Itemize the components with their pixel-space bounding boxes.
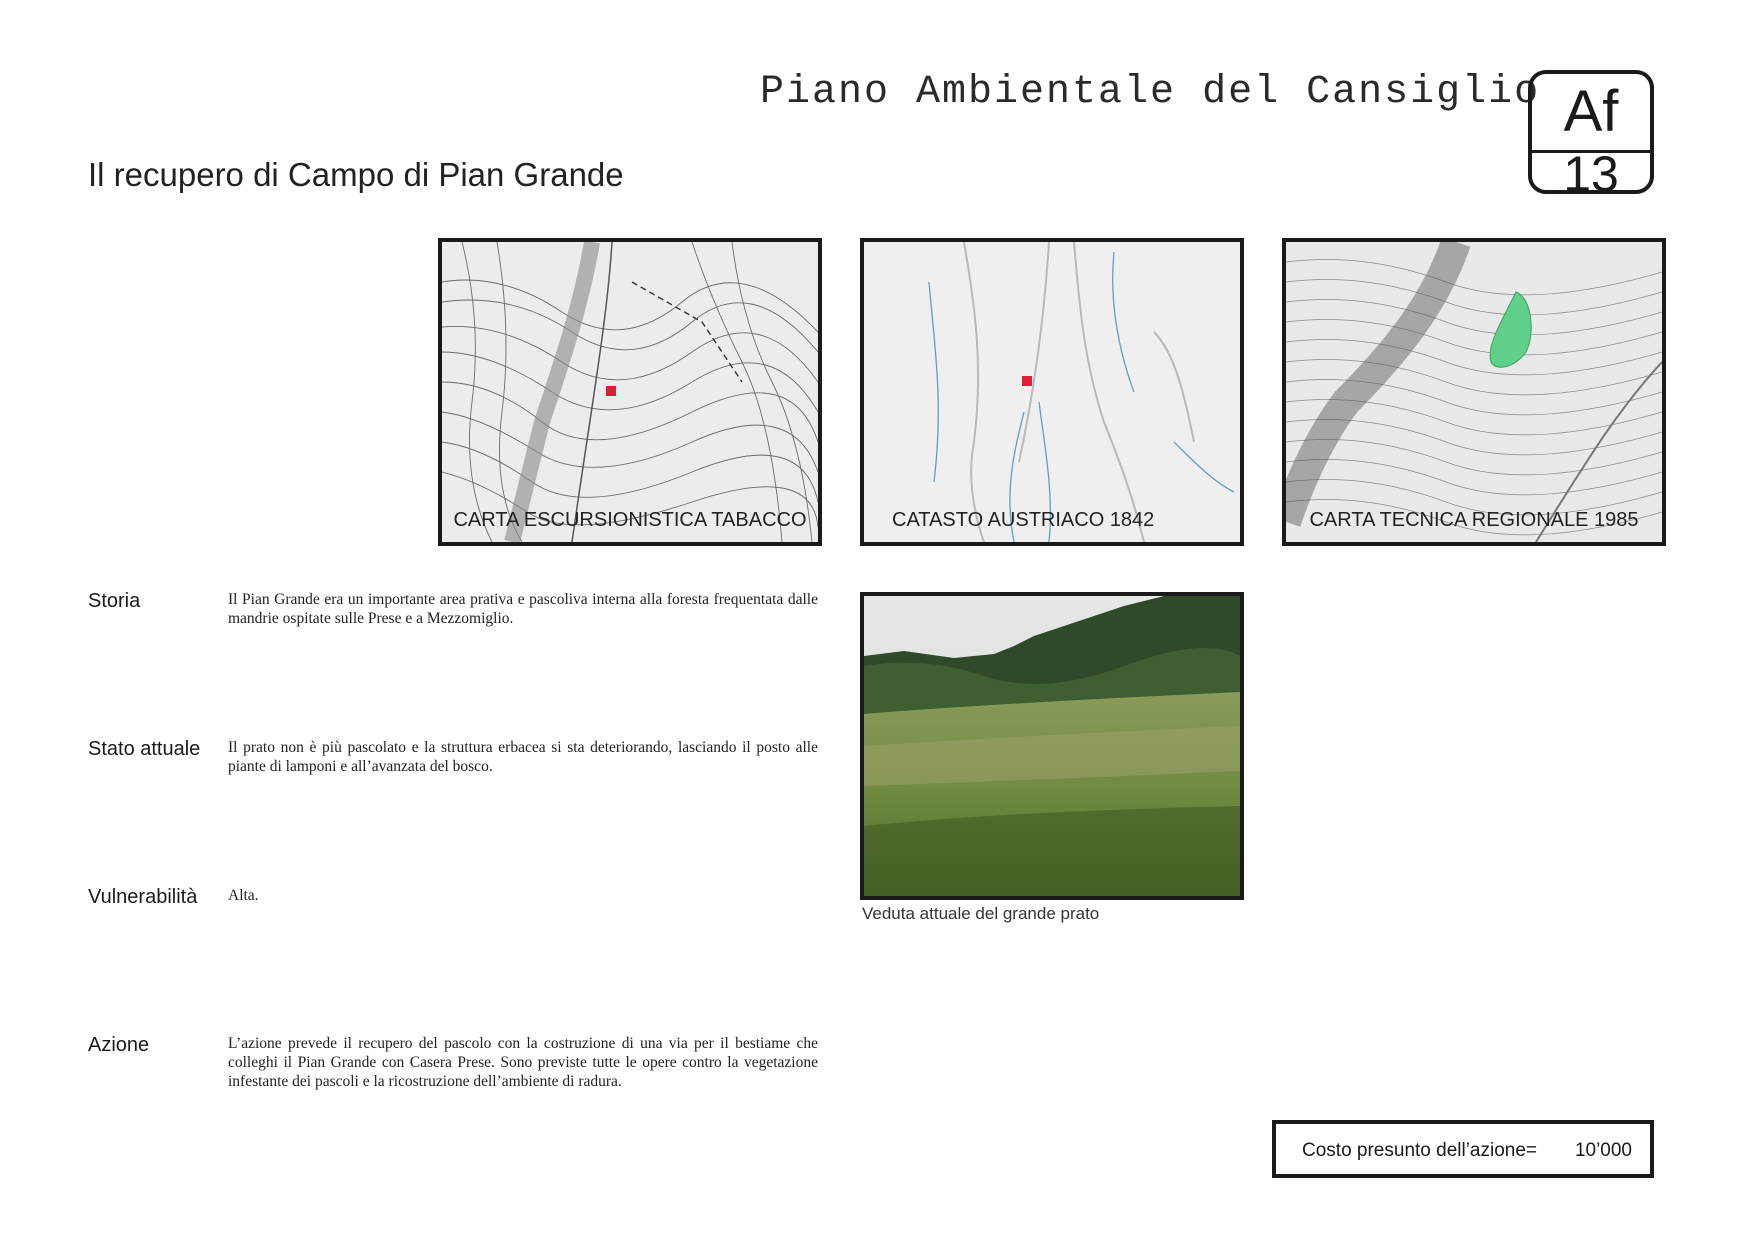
- sheet-code-badge: [1528, 70, 1654, 194]
- map-ctr: [1282, 238, 1666, 546]
- photo-caption: Veduta attuale del grande prato: [862, 904, 1100, 923]
- section-label-storia: Storia: [88, 590, 141, 612]
- meadow-photo: [860, 592, 1244, 900]
- document-title: Piano Ambientale del Cansiglio: [760, 70, 1541, 115]
- cost-value: 10’000: [1574, 1140, 1632, 1161]
- section-label-vulnerabilita: Vulnerabilità: [88, 886, 198, 908]
- section-text-storia: Il Pian Grande era un importante area prativa e pascoliva interna alla foresta frequentata dalle mandrie ospitate sulle Prese e a Mezzomiglio.: [228, 591, 818, 627]
- meadow-photo-image: [864, 596, 1240, 896]
- cost-box: [1272, 1120, 1654, 1178]
- map-catasto: [860, 238, 1244, 546]
- map-tabacco: [438, 238, 822, 546]
- section-text-vulnerabilita: Alta.: [228, 887, 259, 904]
- map-catasto-image: [864, 242, 1240, 542]
- map-ctr-image: [1286, 242, 1662, 542]
- map-catasto-caption: CATASTO AUSTRIACO 1842: [892, 509, 1155, 531]
- map-tabacco-image: [442, 242, 818, 542]
- sheet-code-number: 13: [1563, 146, 1619, 194]
- sheet-code-letters: Af: [1563, 79, 1619, 144]
- map-tabacco-caption: CARTA ESCURSIONISTICA TABACCO: [453, 509, 807, 531]
- section-text-stato-attuale: Il prato non è più pascolato e la struttura erbacea si sta deteriorando, lasciando il posto alle piante di lamponi e all’avanzata del bosco.: [228, 739, 818, 775]
- section-label-stato-attuale: Stato attuale: [88, 738, 201, 760]
- section-label-azione: Azione: [88, 1034, 150, 1056]
- section-text-azione: L’azione prevede il recupero del pascolo con la costruzione di una via per il bestiame che colleghi il Pian Grande con Casera Prese. Sono previste tutte le opere contro la vegetazione infestante dei pascoli e la ricostruzione dell’ambiente di radura.: [228, 1035, 818, 1090]
- cost-label: Costo presunto dell’azione=: [1302, 1140, 1538, 1161]
- map-ctr-caption: CARTA TECNICA REGIONALE 1985: [1309, 509, 1639, 531]
- page-title: Il recupero di Campo di Pian Grande: [88, 156, 624, 193]
